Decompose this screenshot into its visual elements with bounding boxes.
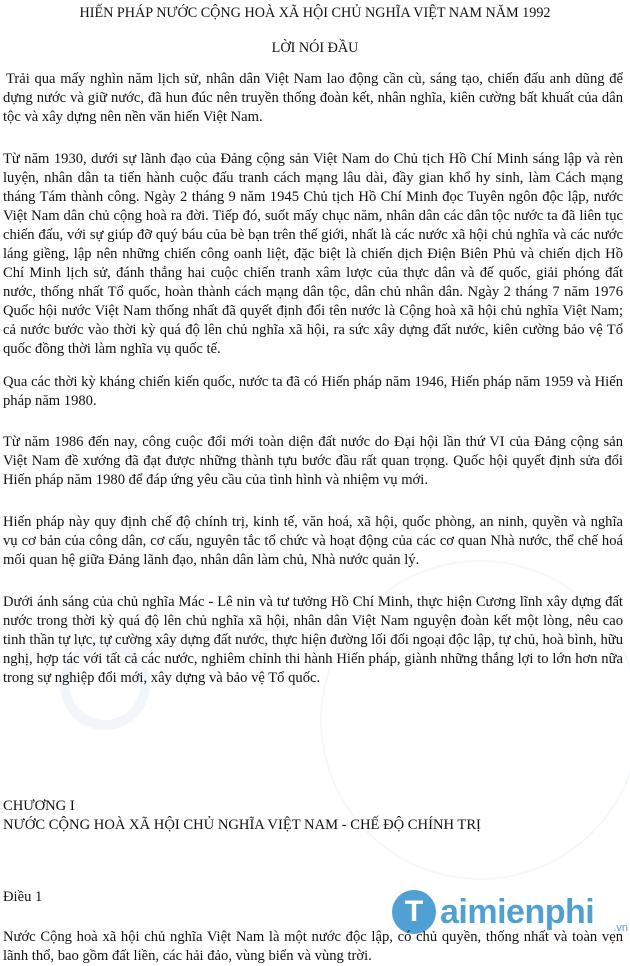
document-title: HIẾN PHÁP NƯỚC CỘNG HOÀ XÃ HỘI CHỦ NGHĨA VIỆT NAM NĂM 1992 <box>79 5 551 21</box>
logo-text: aimienphi <box>440 892 595 931</box>
preface-paragraph-1: Trải qua mấy nghìn năm lịch sử, nhân dân Việt Nam lao động cần cù, sáng tạo, chiến đấu anh dũng để dựng nước và giữ nước, đã hun đúc nên truyền thống đoàn kết, nhân nghĩa, kiên cường bất khuất của dân tộc và xây dựng nên nền văn hiến Việt Nam. <box>3 71 623 125</box>
preface-paragraph-2: Từ năm 1930, dưới sự lãnh đạo của Đảng cộng sản Việt Nam do Chủ tịch Hồ Chí Minh sáng lập và rèn luyện, nhân dân ta tiến hành cuộc đấu tranh cách mạng lâu dài, đầy gian khổ hy sinh, làm Cách mạng tháng Tám thành công. Ngày 2 tháng 9 năm 1945 Chủ tịch Hồ Chí Minh đọc Tuyên ngôn độc lập, nước Việt Nam dân chủ cộng hoà ra đời. Tiếp đó, suốt mấy chục năm, nhân dân các dân tộc nước ta đã liên tục chiến đấu, với sự giúp đỡ quý báu của bè bạn trên thế giới, nhất là các nước xã hội chủ nghĩa và các nước láng giềng, lập nên những chiến công oanh liệt, đặc biệt là chiến dịch Điện Biên Phủ và chiến dịch Hồ Chí Minh lịch sử, đánh thắng hai cuộc chiến tranh xâm lược của thực dân và đế quốc, giải phóng đất nước, thống nhất Tổ quốc, hoàn thành cách mạng dân tộc, dân chủ nhân dân. Ngày 2 tháng 7 năm 1976 Quốc hội nước Việt Nam thống nhất đã quyết định đổi tên nước là Cộng hoà xã hội chủ nghĩa Việt Nam; cả nước bước vào thời kỳ quá độ lên chủ nghĩa xã hội, ra sức xây dựng đất nước, kiên cường bảo vệ Tổ quốc đồng thời làm nghĩa vụ quốc tế. <box>3 151 623 357</box>
chapter-title: NƯỚC CỘNG HOÀ XÃ HỘI CHỦ NGHĨA VIỆT NAM - CHẾ ĐỘ CHÍNH TRỊ <box>3 817 481 833</box>
preface-heading: LỜI NÓI ĐẦU <box>271 40 359 56</box>
logo-mark-icon: T <box>392 890 436 934</box>
preface-paragraph-3: Qua các thời kỳ kháng chiến kiến quốc, nước ta đã có Hiến pháp năm 1946, Hiến pháp năm 1959 và Hiến pháp năm 1980. <box>3 374 623 409</box>
preface-paragraph-5: Hiến pháp này quy định chế độ chính trị, kinh tế, văn hoá, xã hội, quốc phòng, an ninh, quyền và nghĩa vụ cơ bản của công dân, cơ cấu, nguyên tắc tổ chức và hoạt động của các cơ quan Nhà nước, thể chế hoá mối quan hệ giữa Đảng lãnh đạo, nhân dân làm chủ, Nhà nước quản lý. <box>3 514 623 568</box>
preface-paragraph-6: Dưới ánh sáng của chủ nghĩa Mác - Lê nin và tư tưởng Hồ Chí Minh, thực hiện Cương lĩnh xây dựng đất nước trong thời kỳ quá độ lên chủ nghĩa xã hội, nhân dân Việt Nam nguyện đoàn kết một lòng, nêu cao tinh thần tự lực, tự cường xây dựng đất nước, thực hiện đường lối đối ngoại độc lập, tự chủ, hoà bình, hữu nghị, hợp tác với tất cả các nước, nghiêm chỉnh thi hành Hiến pháp, giành những thắng lợi to lớn hơn nữa trong sự nghiệp đổi mới, xây dựng và bảo vệ Tổ quốc. <box>3 594 623 686</box>
article-text: Nước Cộng hoà xã hội chủ nghĩa Việt Nam là một nước độc lập, có chủ quyền, thống nhất và toàn vẹn lãnh thổ, bao gồm đất liền, các hải đảo, vùng biển và vùng trời. <box>3 929 623 964</box>
article-label: Điều 1 <box>3 889 43 905</box>
preface-paragraph-4: Từ năm 1986 đến nay, công cuộc đổi mới toàn diện đất nước do Đại hội lần thứ VI của Đảng cộng sản Việt Nam đề xướng đã đạt được những thành tựu bước đầu rất quan trọng. Quốc hội quyết định sửa đổi Hiến pháp năm 1980 để đáp ứng yêu cầu của tình hình và nhiệm vụ mới. <box>3 434 623 488</box>
logo-suffix: .vn <box>613 922 628 934</box>
chapter-label: CHƯƠNG I <box>3 798 75 814</box>
